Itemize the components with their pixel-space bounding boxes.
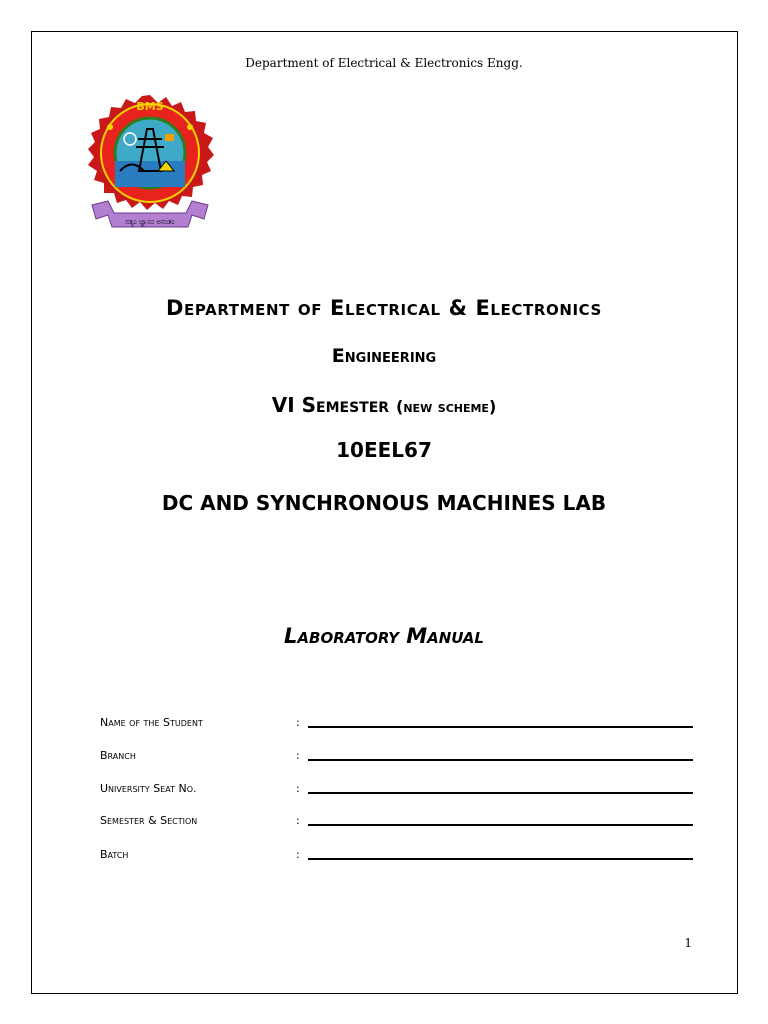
field-colon: : — [296, 814, 300, 827]
field-label: Batch — [100, 848, 129, 861]
logo-ribbon-text: ಸತ್ಯಂ ಜ್ಞಾನಂ ಅನಂತಂ — [125, 218, 175, 226]
course-name: DC AND SYNCHRONOUS MACHINES LAB — [161, 491, 607, 515]
department-title-line1: Department of Electrical & Electronics — [166, 296, 602, 320]
page-number: 1 — [684, 936, 692, 950]
form-field-batch — [100, 848, 695, 864]
field-blank-line[interactable] — [308, 726, 693, 728]
manual-title: Laboratory Manual — [284, 624, 484, 648]
form-field-student-name — [100, 716, 695, 732]
field-colon: : — [296, 848, 300, 861]
page-header: Department of Electrical & Electronics Engg. — [245, 56, 523, 70]
semester-scheme: (new scheme) — [396, 397, 497, 416]
semester-title — [0, 393, 768, 417]
field-colon: : — [296, 716, 300, 729]
field-blank-line[interactable] — [308, 824, 693, 826]
form-field-branch — [100, 749, 695, 765]
institute-logo — [88, 93, 220, 237]
field-blank-line[interactable] — [308, 792, 693, 794]
field-colon: : — [296, 782, 300, 795]
form-field-seat-number — [100, 782, 695, 798]
logo-top-text: BMS — [136, 100, 164, 113]
field-blank-line[interactable] — [308, 759, 693, 761]
field-colon: : — [296, 749, 300, 762]
field-label: Branch — [100, 749, 136, 762]
field-blank-line[interactable] — [308, 858, 693, 860]
form-field-semester-section — [100, 814, 695, 830]
field-label: University Seat No. — [100, 782, 197, 795]
field-label: Name of the Student — [100, 716, 203, 729]
course-code: 10EEL67 — [336, 438, 432, 462]
semester-main: VI Semester — [271, 393, 390, 417]
field-label: Semester & Section — [100, 814, 198, 827]
department-title-line2: Engineering — [331, 345, 437, 367]
